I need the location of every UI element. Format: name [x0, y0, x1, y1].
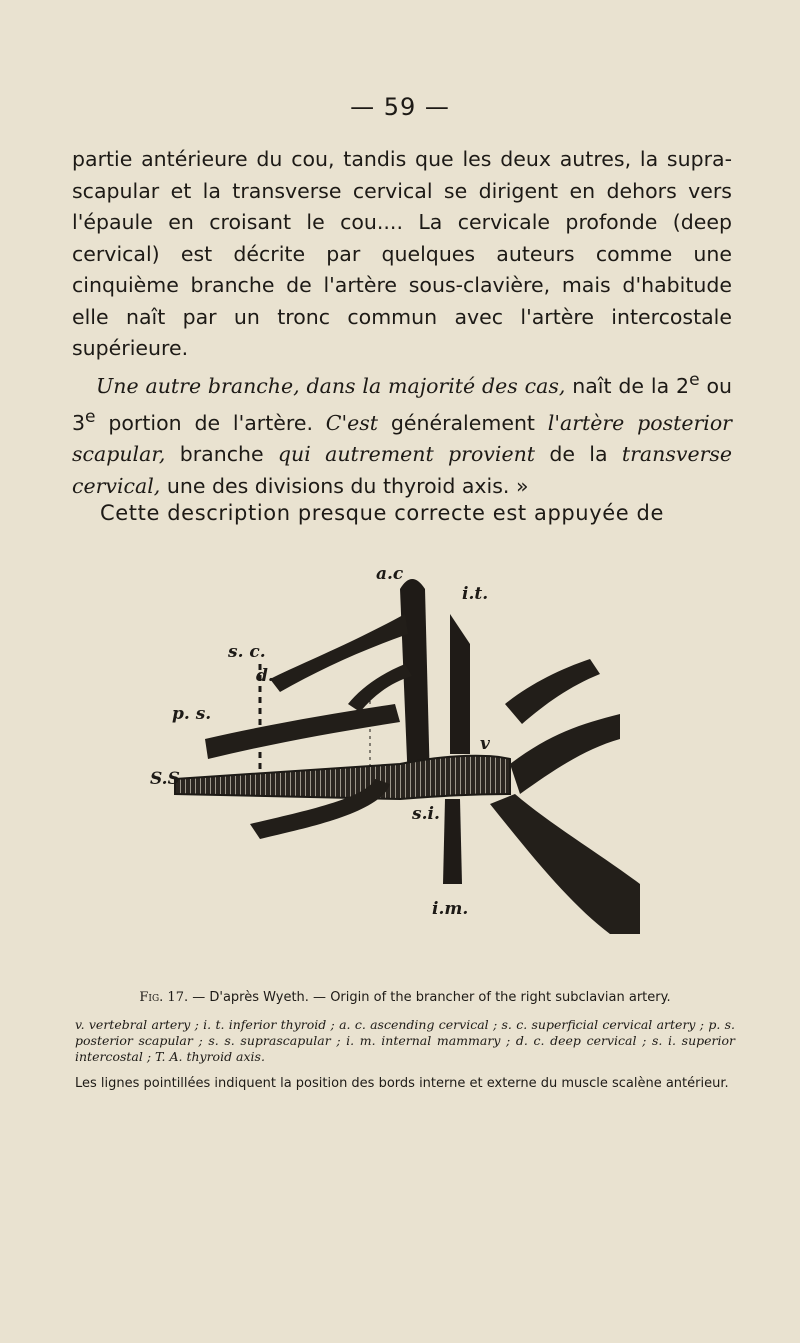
- caption-title: [75, 988, 735, 1007]
- paragraph-3: Cette description presque correcte est appuyée de: [100, 501, 665, 525]
- p2-text-h: branche: [165, 442, 278, 467]
- vertical-trunk: [400, 579, 430, 784]
- label-it: i.t.: [462, 584, 489, 604]
- label-sc: s. c.: [228, 642, 266, 662]
- bottom-right-vessel: [490, 794, 640, 934]
- p2-sup-1: e: [689, 369, 700, 390]
- caption-note: Les lignes pointillées indiquent la position des bords interne et externe du muscle scalène antérieur.: [75, 1076, 729, 1091]
- right-upper-branch: [505, 659, 600, 724]
- p2-text-b: naît de la 2: [565, 373, 690, 398]
- vertebral-artery: [450, 614, 470, 754]
- deep-cervical-branch: [348, 664, 412, 712]
- p2-text-l: une des divisions du thyroid axis. »: [160, 473, 529, 498]
- caption-title-text: Origin of the brancher of the right subclavian artery.: [330, 990, 671, 1005]
- label-v: v: [480, 734, 490, 754]
- p2-text-c: ou 3: [72, 373, 732, 435]
- caption-attribution: — D'après Wyeth. —: [188, 990, 331, 1005]
- label-si: s.i.: [412, 804, 440, 824]
- label-d: d.: [256, 666, 274, 686]
- posterior-scapular-branch: [205, 704, 400, 759]
- label-ac: a.c: [376, 564, 404, 584]
- p2-text-j: de la: [535, 442, 622, 467]
- paragraph-2: [72, 365, 732, 503]
- label-ss: S.S: [150, 769, 180, 789]
- p2-text-d: portion de l'artère.: [95, 410, 326, 435]
- p2-text-f: généralement: [378, 410, 548, 435]
- figure-caption: [75, 988, 735, 1092]
- page-number: — 59 —: [350, 93, 450, 121]
- body-text: [72, 144, 732, 502]
- p2-italic-k: transverse cervical,: [72, 442, 733, 498]
- subclavian-trunk: [175, 756, 510, 799]
- p2-italic-i: qui autrement provient: [277, 442, 536, 467]
- artery-illustration: [150, 554, 670, 974]
- caption-legend: v. vertebral artery ; i. t. inferior thyroid ; a. c. ascending cervical ; s. c. superficial cervical artery ; p. s. posterior scapular ; s. s. suprascapular ; i. m. internal mammary ; d. c. deep cervical ; s. i. superior intercostal ; T. A. thyroid axis.: [75, 1017, 735, 1064]
- p2-italic-a: Une autre branche, dans la majorité des cas,: [96, 373, 566, 398]
- anatomical-figure: [150, 554, 670, 974]
- label-im: i.m.: [432, 899, 469, 919]
- internal-mammary-artery: [443, 799, 462, 884]
- p2-italic-g: l'artère posterior scapular,: [72, 410, 732, 467]
- p2-sup-2: e: [85, 406, 96, 427]
- paragraph-1: partie antérieure du cou, tandis que les deux autres, la supra-scapular et la transverse cervical se dirigent en dehors vers l'épaule en croisant le cou.... La cervicale profonde (deep cervical) est décrite par quelques auteurs comme une cinquième branche de l'artère sous-clavière, mais d'habitude elle naît par un tronc commun avec l'artère intercostale supérieure.: [72, 147, 732, 360]
- label-ps: p. s.: [172, 704, 212, 724]
- figure-number: Fig. 17.: [139, 990, 189, 1005]
- p2-italic-e: C'est: [325, 410, 379, 435]
- right-middle-branch: [510, 714, 620, 794]
